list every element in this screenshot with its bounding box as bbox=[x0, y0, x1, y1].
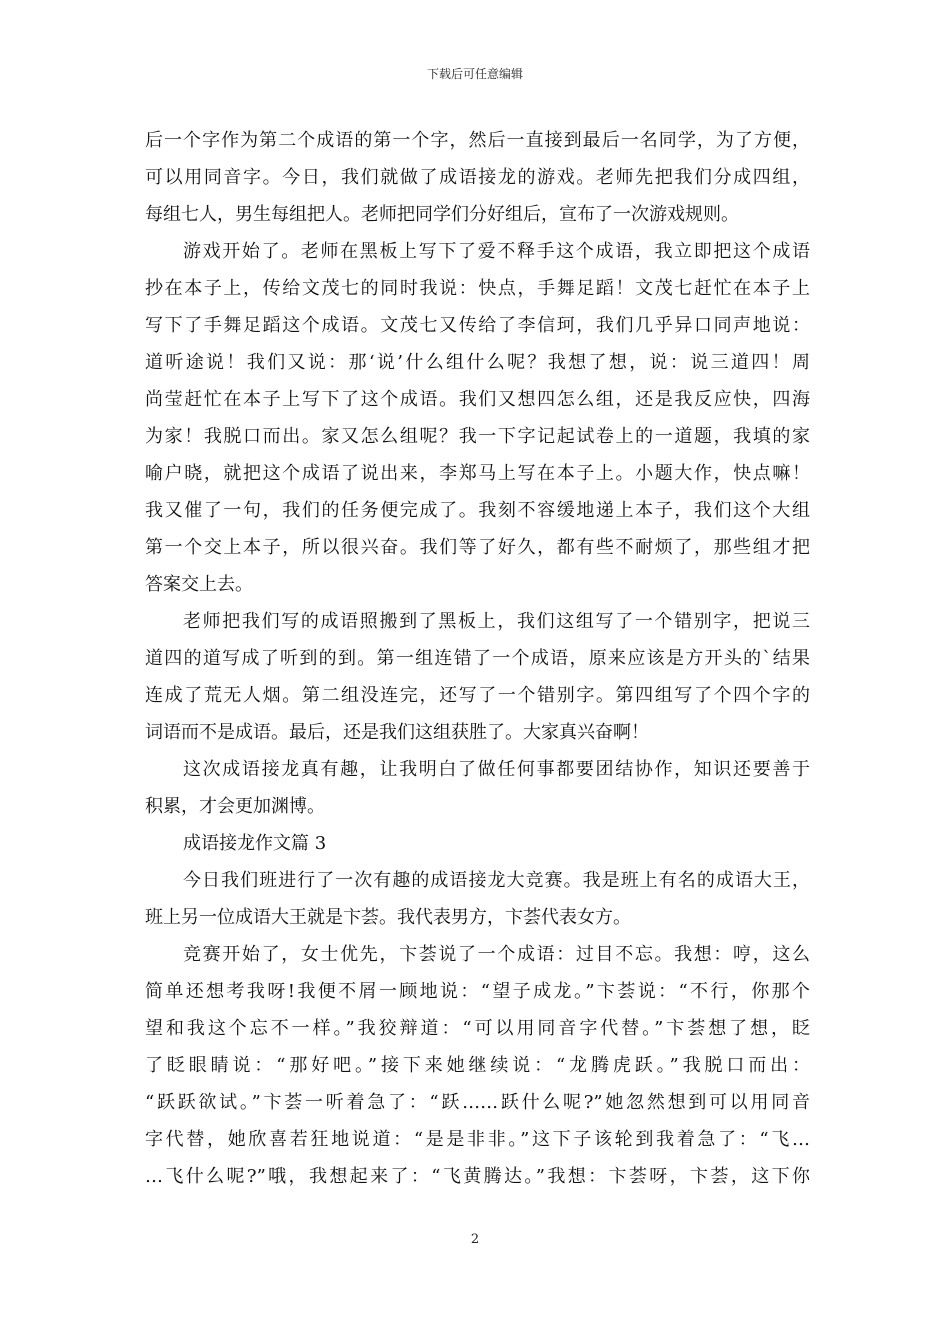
text-line: …飞什么呢?”哦，我想起来了：“飞黄腾达。”我想：卞荟呀，卞荟，这下你 bbox=[145, 1166, 810, 1187]
document-body bbox=[145, 122, 810, 1195]
text-line: 我又催了一句，我们的任务便完成了。我刻不容缓地递上本子，我们这个大组 bbox=[145, 500, 810, 521]
text-line: 连成了荒无人烟。第二组没连完，还写了一个错别字。第四组写了个四个字的 bbox=[145, 685, 810, 706]
text-line: 老师把我们写的成语照搬到了黑板上，我们这组写了一个错别字，把说三 bbox=[183, 611, 810, 632]
text-line: 为家！我脱口而出。家又怎么组呢？我一下字记起试卷上的一道题，我填的家 bbox=[145, 426, 810, 447]
text-line: 尚莹赶忙在本子上写下了这个成语。我们又想四怎么组，还是我反应快，四海 bbox=[145, 389, 810, 410]
text-line: 抄在本子上，传给文茂七的同时我说：快点，手舞足蹈！文茂七赶忙在本子上 bbox=[145, 278, 810, 299]
text-line: 后一个字作为第二个成语的第一个字，然后一直接到最后一名同学，为了方便， bbox=[145, 130, 810, 151]
text-line: 今日我们班进行了一次有趣的成语接龙大竞赛。我是班上有名的成语大王， bbox=[183, 870, 810, 891]
text-line: 词语而不是成语。最后，还是我们这组获胜了。大家真兴奋啊！ bbox=[145, 722, 649, 743]
text-line: 这次成语接龙真有趣，让我明白了做任何事都要团结协作，知识还要善于 bbox=[183, 759, 810, 780]
text-line: 写下了手舞足蹈这个成语。文茂七又传给了李信珂，我们几乎异口同声地说： bbox=[145, 315, 810, 336]
text-line: 望和我这个忘不一样。”我狡辩道：“可以用同音字代替。”卞荟想了想，眨 bbox=[145, 1018, 810, 1039]
text-line: 喻户晓，就把这个成语了说出来，李郑马上写在本子上。小题大作，快点嘛！ bbox=[145, 463, 810, 484]
text-line: 道听途说！我们又说：那‘说’什么组什么呢？我想了想，说：说三道四！周 bbox=[145, 352, 810, 373]
text-line: 答案交上去。 bbox=[145, 574, 253, 595]
text-line: 字代替，她欣喜若狂地说道：“是是非非。”这下子该轮到我着急了：“飞… bbox=[145, 1129, 810, 1150]
text-line: 简单还想考我呀!我便不屑一顾地说：“望子成龙。”卞荟说：“不行，你那个 bbox=[145, 981, 810, 1002]
text-line: 每组七人，男生每组把人。老师把同学们分好组后，宣布了一次游戏规则。 bbox=[145, 204, 739, 225]
text-line: 第一个交上本子，所以很兴奋。我们等了好久，都有些不耐烦了，那些组才把 bbox=[145, 537, 810, 558]
page-number: 2 bbox=[470, 1232, 480, 1247]
text-line: “跃跃欲试。”卞荟一听着急了：“跃……跃什么呢?”她忽然想到可以用同音 bbox=[145, 1092, 810, 1113]
text-line: 游戏开始了。老师在黑板上写下了爱不释手这个成语，我立即把这个成语 bbox=[183, 241, 810, 262]
text-line: 积累，才会更加渊博。 bbox=[145, 796, 325, 817]
text-line: 道四的道写成了听到的到。第一组连错了一个成语，原来应该是方开头的`结果 bbox=[145, 648, 810, 669]
text-line: 可以用同音字。今日，我们就做了成语接龙的游戏。老师先把我们分成四组， bbox=[145, 167, 810, 188]
text-line: 班上另一位成语大王就是卞荟。我代表男方，卞荟代表女方。 bbox=[145, 907, 631, 928]
text-line: 了眨眼睛说：“那好吧。”接下来她继续说：“龙腾虎跃。”我脱口而出： bbox=[145, 1055, 810, 1076]
text-line: 竞赛开始了，女士优先，卞荟说了一个成语：过目不忘。我想：哼，这么 bbox=[183, 944, 810, 965]
text-line: 成语接龙作文篇 3 bbox=[183, 833, 327, 854]
page-header: 下载后可任意编辑 bbox=[426, 67, 523, 81]
